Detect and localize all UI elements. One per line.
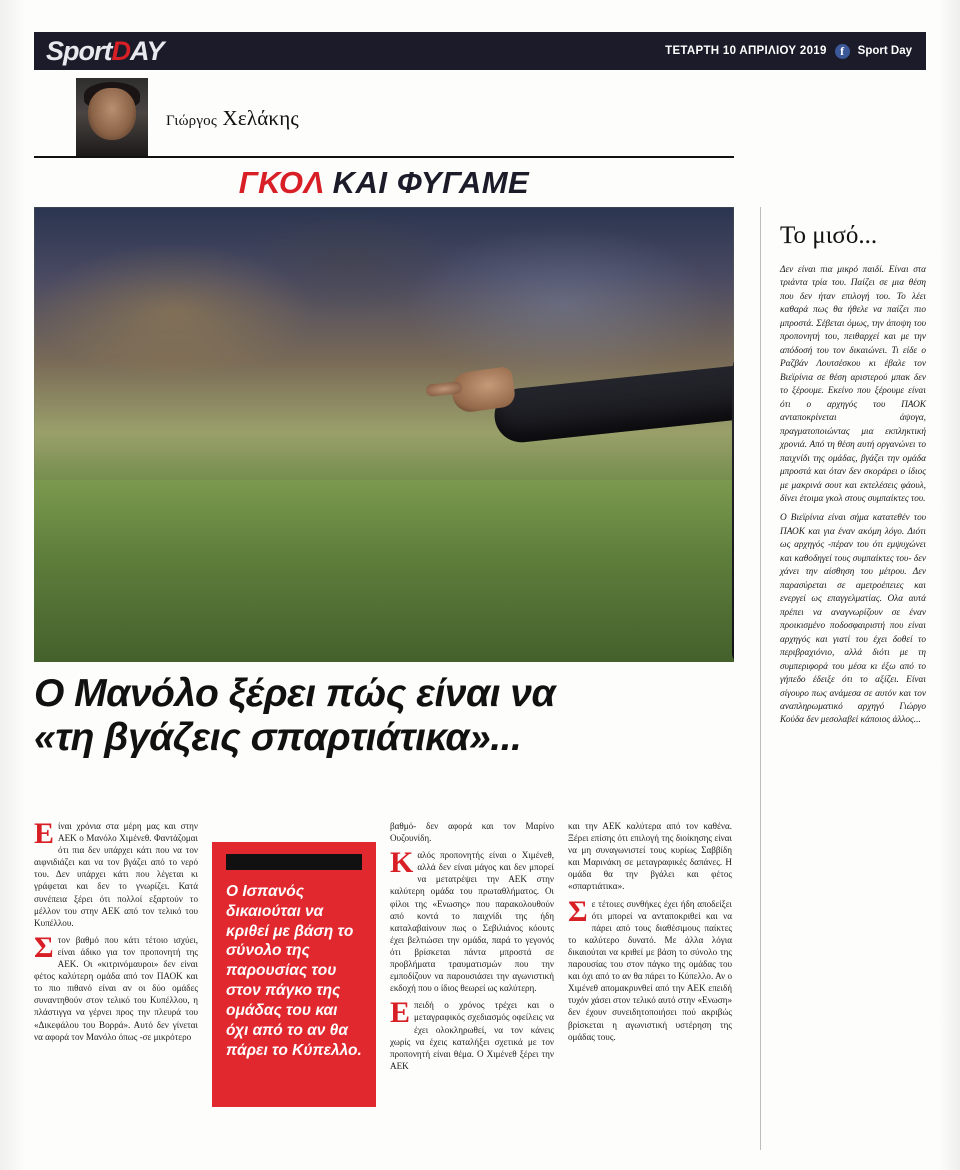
article-headline	[34, 672, 734, 759]
kicker-line	[34, 165, 734, 201]
coach-jacket	[732, 325, 734, 662]
photo-blur-center	[244, 207, 454, 321]
issue-date: ΤΕΤΑΡΤΗ 10 ΑΠΡΙΛΙΟΥ 2019	[665, 45, 827, 57]
author-portrait	[76, 78, 148, 156]
column-2	[390, 820, 554, 1150]
paragraph: Στον βαθμό που κάτι τέτοιο ισχύει, είναι άδικο για τον προπονητή της ΑΕΚ. Οι «κιτρινόμαυροι» δεν είναι φέτος καλύτερη ομάδα από τον ΠΑΟΚ και το πιο πιθανό είναι αν οι δύο ομάδες συναντηθούν στον τελικό του Κυπέλλου, η πλάστιγγα να γέρνει προς την πλευρά του «Δικεφάλου του Βορρά». Αυτό δεν γίνεται να αφορά τον Μανόλο όπως -σε μικρότερο	[34, 930, 198, 1042]
portrait-face	[88, 88, 136, 140]
main-photo	[34, 207, 734, 662]
page-edge-shadow-left	[0, 0, 26, 1170]
headline-line-1: Ο Μανόλο ξέρει πώς είναι να	[34, 672, 556, 715]
paragraph: βαθμό- δεν αφορά και τον Μαρίνο Ουζουνίδη.	[390, 821, 554, 844]
social-handle[interactable]: Sport Day	[857, 45, 912, 57]
column-1	[34, 817, 198, 1150]
sidebar-divider	[760, 207, 761, 1150]
pull-quote-text: Ο Ισπανός δικαιούται να κριθεί με βάση το σύνολο της παρουσίας του στον πάγκο της ομάδας του και όχι από το αν θα πάρει το Κύπελλο.	[226, 883, 362, 1059]
paragraph: Είναι χρόνια στα μέρη μας και στην ΑΕΚ ο Μανόλο Χιμένεθ. Φαντάζομαι ότι πια δεν υπάρχει κάτι που να τον αιφνιδιάζει και να τον βγάζει από το νερό του. Δεν υπάρχει κάτι που λέγεται κι γράφεται και δεν το γνωρίζει. Κατά συνέπεια ξέρει ότι πολλοί εξαρτούν το μέλλον του στην ΑΕΚ από τον τελικό του Κυπέλλου.	[34, 817, 198, 928]
headline-line-2: «τη βγάζεις σπαρτιάτικα»...	[34, 715, 522, 759]
kicker-red-word: ΓΚΟΛ	[238, 165, 324, 200]
logo-sport-text: Sport	[46, 35, 112, 66]
masthead-bar	[34, 32, 926, 70]
article-columns	[34, 817, 734, 1150]
paragraph: και την ΑΕΚ καλύτερα από τον καθένα. Ξέρει επίσης ότι επιλογή της διοίκησης είναι να μη συναγωνιστεί τους κυρίως Σαββίδη και Μαρινάκη σε μεταγραφικές δαπάνες. Η ομάδα θα την βγάλει και φέτος «σπαρτιάτικα».	[568, 821, 732, 892]
sidebar-column	[780, 222, 926, 734]
paragraph: Ο Βιεϊρίνια είναι σήμα κατατεθέν του ΠΑΟΚ και για έναν ακόμη λόγο. Διότι ως αρχηγός -πέραν του ότι εμψυχώνει και καθοδηγεί τους συμπαίκτες του- δεν χάνει την αίσθηση του μέτρου. Δεν παρασύρεται σε αμετροέπειες και ενεργεί ως επαγγελματίας. Ολα αυτά πρέπει να αναγνωρίζουν σε έναν προικισμένο ποδοσφαιριστή που είναι αρχηγός και γιατί του έχει δοθεί το περιβραχιόνιο, αλλά διότι με τη συμπεριφορά του μέσα κι έξω από το γήπεδο έδειξε ότι το αξίζει. Είναι σίγουρο πως ανάμεσα σε αυτόν και τον αναπληρωματικό αρχηγό Γιώργο Κούδα δεν μεσολαβεί κάποιος άλλος...	[780, 513, 926, 726]
author-first-name: Γιώργος	[166, 113, 218, 129]
logo-d-text: D	[111, 35, 130, 66]
paragraph: Καλός προπονητής είναι ο Χιμένεθ, αλλά δεν είναι μάγος και δεν μπορεί να μετατρέψει την ΑΕΚ στην καλύτερη ομάδα του πρωταθλήματος. Οι φίλοι της «Ενωσης» που παρακολουθούν από κοντά το παιχνίδι της ήδη καταλαβαίνουν πως ο Σεβιλιάνος κόουτς έχει βελτιώσει την ομάδα, παρά το γεγονός ότι βρίσκεται πάντα μπροστά σε προβλήματα τραυματισμών που την εμποδίζουν να παρουσιάσει την αγωνιστική εκδοχή που ο ίδιος θεωρεί ως καλύτερη.	[390, 846, 554, 994]
byline	[34, 78, 734, 156]
sidebar-body	[780, 264, 926, 728]
masthead-right	[665, 44, 912, 59]
kicker-dark-words: ΚΑΙ ΦΥΓΑΜΕ	[332, 165, 530, 200]
pull-quote-box	[212, 842, 376, 1107]
paragraph: Σε τέτοιες συνθήκες έχει ήδη αποδείξει ότι μπορεί να ανταποκριθεί και να πάρει από τους διαθέσιμους παίκτες το καλύτερο δυνατό. Με άλλα λόγια δικαιούται να κριθεί με βάση το σύνολο της παρουσίας του στον πάγκο της ομάδας του και όχι από το αν θα πάρει το Κύπελλο. Αν ο Χιμένεθ απομακρυνθεί από την ΑΕΚ επειδή τυχόν χάσει στον τελικό αυτό στην «Ενωση» δεν έχουν συνειδητοποιήσει πού ακριβώς βρίσκεται η αγωνιστική υστέρηση της ομάδας τους.	[568, 894, 732, 1042]
facebook-icon[interactable]: f	[835, 44, 850, 59]
author-name	[166, 106, 299, 131]
column-3	[568, 820, 732, 1150]
pull-quote-rule	[226, 854, 362, 870]
sportday-logo	[46, 36, 164, 67]
byline-divider	[34, 156, 734, 158]
paragraph: Επειδή ο χρόνος τρέχει και ο μεταγραφικός σχεδιασμός οφείλεις να έχει ολοκληρωθεί, να τον κάνεις χωρίς να έχεις καταλήξει σχετικά με τον προπονητή είναι θέμα. Ο Χιμένεθ ξέρει την ΑΕΚ	[390, 996, 554, 1071]
author-last-name: Χελάκης	[222, 106, 299, 130]
paragraph: Δεν είναι πια μικρό παιδί. Είναι στα τριάντα τρία του. Παίζει σε μια θέση που δεν ήταν επιλογή του. Το λέει καθαρά πως θα ήθελε να παίζει πιο μπροστά. Σέβεται όμως, την άποψη του προπονητή του, πειθαρχεί και με την απόδοσή του τον δικαιώνει. Τι είδε ο Ραζβάν Λουτσέσκου κι έβαλε τον Βιεϊρίνια σε θέση αριστερού μπακ δεν το ξέρουμε. Εκείνο που ξέρουμε είναι ότι ο αρχηγός του ΠΑΟΚ ανταποκρίνεται άψογα, πραγματοποιώντας μια εκπληκτική χρονιά. Από τη θέση αυτή οργανώνει το παιχνίδι της ομάδας, βγάζει την ομάδα μπροστά και όταν δεν σκοράρει ο ίδιος με μακρινά σουτ και εκτελέσεις φάουλ, δίνει έτοιμα γκολ στους συμπαίκτες του.	[780, 265, 926, 504]
page-edge-shadow-right	[938, 0, 960, 1170]
sidebar-title: Το μισό...	[780, 222, 878, 249]
photo-pitch	[34, 480, 734, 662]
logo-ay-text: AY	[130, 35, 164, 66]
